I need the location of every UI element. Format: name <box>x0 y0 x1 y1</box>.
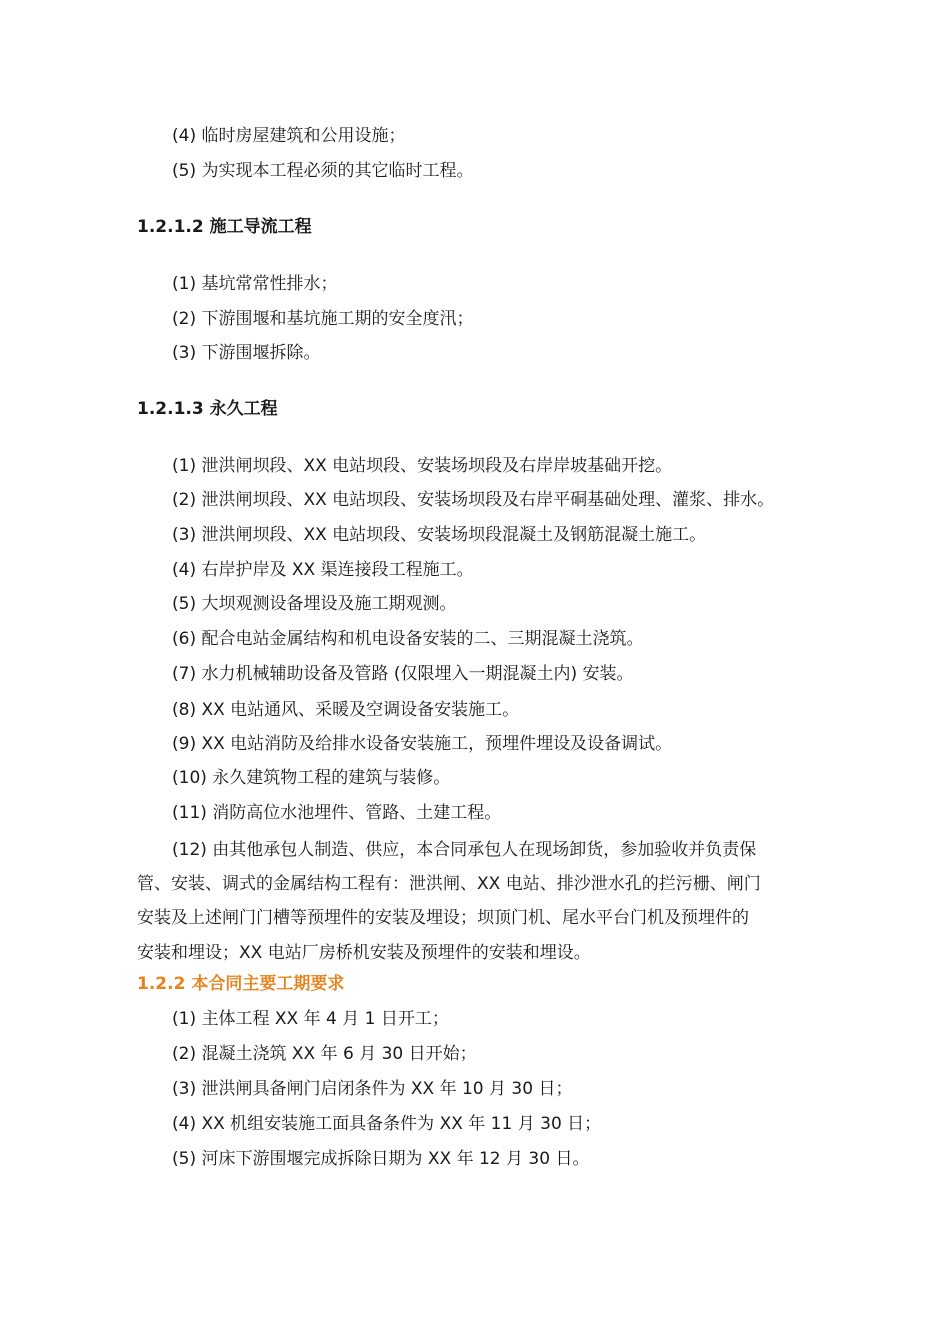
list-item: (8) XX 电站通风、采暖及空调设备安装施工。 <box>172 700 520 720</box>
list-item: (11) 消防高位水池埋件、管路、土建工程。 <box>172 803 502 823</box>
list-item: (4) XX 机组安装施工面具备条件为 XX 年 11 月 30 日； <box>172 1114 602 1134</box>
section-heading: 1.2.1.2 施工导流工程 <box>137 217 312 237</box>
list-item: (5) 河床下游围堰完成拆除日期为 XX 年 12 月 30 日。 <box>172 1149 590 1169</box>
section-heading: 1.2.2 本合同主要工期要求 <box>137 974 345 994</box>
list-item: (1) 主体工程 XX 年 4 月 1 日开工； <box>172 1009 449 1029</box>
list-item: (2) 泄洪闸坝段、XX 电站坝段、安装场坝段及右岸平硐基础处理、灌浆、排水。 <box>172 490 775 510</box>
list-item: (2) 下游围堰和基坑施工期的安全度汛； <box>172 309 474 329</box>
list-item: (2) 混凝土浇筑 XX 年 6 月 30 日开始； <box>172 1044 477 1064</box>
list-item: (4) 临时房屋建筑和公用设施； <box>172 126 406 146</box>
list-item: (7) 水力机械辅助设备及管路 (仅限埋入一期混凝土内) 安装。 <box>172 664 634 684</box>
paragraph-line: 管、安装、调式的金属结构工程有：泄洪闸、XX 电站、排沙泄水孔的拦污栅、闸门 <box>137 874 761 895</box>
paragraph-line: 安装和埋设；XX 电站厂房桥机安装及预埋件的安装和埋设。 <box>137 942 591 963</box>
list-item: (5) 大坝观测设备埋设及施工期观测。 <box>172 594 457 614</box>
list-item: (3) 泄洪闸坝段、XX 电站坝段、安装场坝段混凝土及钢筋混凝土施工。 <box>172 525 707 545</box>
list-item: (3) 泄洪闸具备闸门启闭条件为 XX 年 10 月 30 日； <box>172 1079 573 1099</box>
list-item: (5) 为实现本工程必须的其它临时工程。 <box>172 161 474 181</box>
paragraph-line: (12) 由其他承包人制造、供应，本合同承包人在现场卸货，参加验收并负责保 <box>172 840 757 860</box>
list-item: (9) XX 电站消防及给排水设备安装施工，预埋件埋设及设备调试。 <box>172 734 673 754</box>
list-item: (1) 泄洪闸坝段、XX 电站坝段、安装场坝段及右岸岸坡基础开挖。 <box>172 456 673 476</box>
section-heading: 1.2.1.3 永久工程 <box>137 399 278 419</box>
list-item: (6) 配合电站金属结构和机电设备安装的二、三期混凝土浇筑。 <box>172 629 644 649</box>
paragraph-line: 安装及上述闸门门槽等预埋件的安装及埋设；坝顶门机、尾水平台门机及预埋件的 <box>137 908 749 929</box>
list-item: (1) 基坑常常性排水； <box>172 274 338 294</box>
paragraph-12 <box>137 833 837 970</box>
list-item: (4) 右岸护岸及 XX 渠连接段工程施工。 <box>172 560 474 580</box>
list-item: (10) 永久建筑物工程的建筑与装修。 <box>172 768 451 788</box>
list-item: (3) 下游围堰拆除。 <box>172 343 321 363</box>
